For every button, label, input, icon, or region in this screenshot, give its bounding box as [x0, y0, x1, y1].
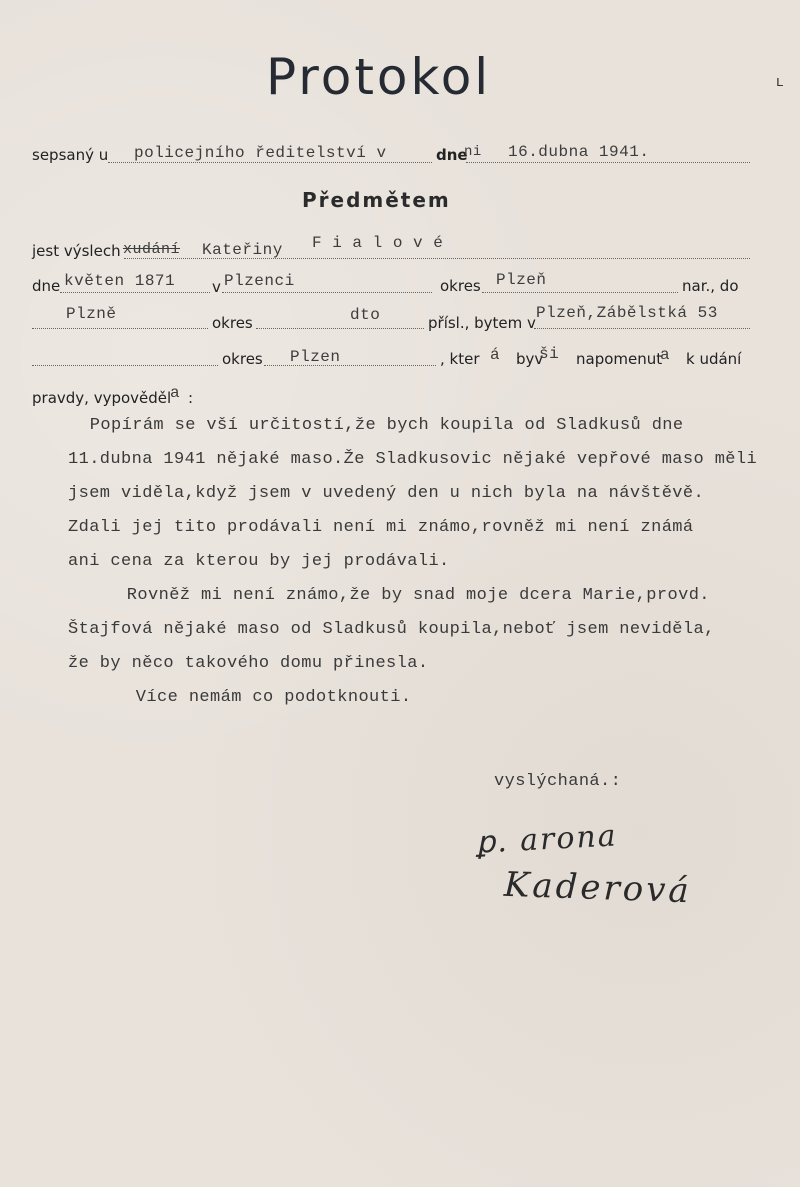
label-dne: dne — [436, 146, 468, 164]
label-nar: nar., do — [682, 277, 739, 295]
dotted-line — [534, 328, 750, 329]
label-pravdy: pravdy, vypověděl — [32, 389, 172, 407]
statement-line: jsem viděla,když jsem v uvedený den u nich byla na návštěvě. — [68, 484, 705, 503]
field-okres: Plzeň — [496, 271, 547, 289]
label-colon: : — [188, 389, 194, 407]
label-prisl: přísl., bytem v — [428, 314, 536, 332]
field-birth-date: květen 1871 — [64, 272, 176, 290]
corner-mark: ʟ — [776, 74, 784, 90]
dotted-line — [482, 292, 678, 293]
signature-line-2: Kaderová — [503, 864, 693, 912]
statement-line: ani cena za kterou by jej prodávali. — [68, 552, 450, 571]
subject-heading: Předmětem — [302, 188, 451, 212]
statement-line: Štajfová nějaké maso od Sladkusů koupila,neboť jsem neviděla, — [68, 620, 715, 639]
label-dne-2: dne — [32, 277, 61, 295]
field-surname: F i a l o v é — [312, 234, 444, 252]
dotted-line — [108, 162, 432, 163]
statement-line: Zdali jej tito prodávali není mi známo,rovněž mi není známá — [68, 518, 694, 537]
label-ktera: , kter — [440, 350, 480, 368]
field-okres-2: dto — [350, 306, 381, 324]
signature-line-1: ꝑ. arona — [475, 818, 619, 861]
field-address: Plzeň,Zábělstká 53 — [536, 304, 718, 322]
dotted-line — [222, 292, 432, 293]
page-title: Protokol — [266, 48, 492, 106]
label-sepsany: sepsaný u — [32, 146, 109, 164]
dotted-line — [32, 365, 218, 366]
field-vypovedel-suffix: a — [170, 384, 181, 402]
field-dne-prefix: ni — [464, 144, 482, 160]
dotted-line — [32, 328, 208, 329]
statement-line: Rovněž mi není známo,že by snad moje dcera Marie,provd. — [95, 586, 710, 605]
field-date: 16.dubna 1941. — [508, 143, 650, 161]
label-k-udani: k udání — [686, 350, 742, 368]
label-byv: byv — [516, 350, 544, 368]
label-okres-3: okres — [222, 350, 263, 368]
dotted-line — [60, 292, 210, 293]
signature-label: vyslýchaná.: — [494, 772, 622, 791]
label-napomenut: napomenut — [576, 350, 663, 368]
label-okres: okres — [440, 277, 481, 295]
field-okres-3: Plzen — [290, 348, 341, 366]
statement-line: 11.dubna 1941 nějaké maso.Že Sladkusovic nějaké vepřové maso měli — [68, 450, 758, 469]
statement-line: že by něco takového domu přinesla. — [68, 654, 429, 673]
field-napom-suffix: a — [660, 346, 671, 364]
field-struck: xudání — [123, 241, 181, 258]
field-office: policejního ředitelství v — [134, 144, 387, 162]
field-byv-suffix: ši — [539, 345, 560, 363]
statement-line: Více nemám co podotknouti. — [104, 688, 412, 707]
label-okres-2: okres — [212, 314, 253, 332]
field-first-name: Kateřiny — [202, 241, 283, 259]
label-vyslech: jest výslech — [32, 242, 121, 260]
dotted-line — [256, 328, 424, 329]
dotted-line — [466, 162, 750, 163]
field-place: Plzně — [66, 305, 117, 323]
field-birth-place: Plzenci — [224, 272, 295, 290]
statement-line: Popírám se vší určitostí,že bych koupila od Sladkusů dne — [58, 416, 684, 435]
label-v: v — [212, 278, 221, 296]
field-ktera-suffix: á — [490, 346, 501, 364]
